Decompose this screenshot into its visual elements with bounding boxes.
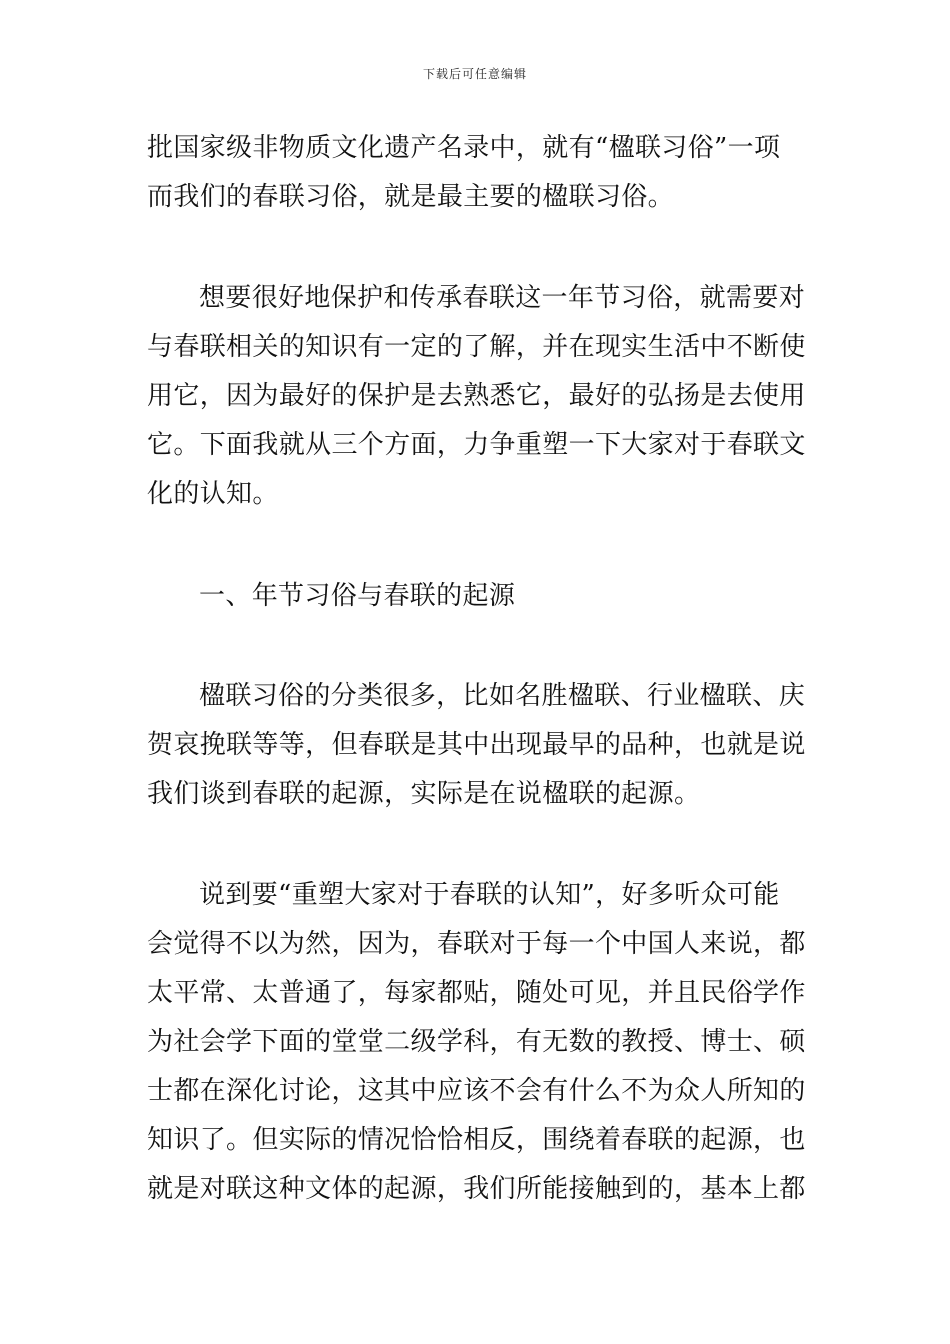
paragraph-3-line-3: 我们谈到春联的起源，实际是在说楹联的起源。 [147,779,701,809]
paragraph-2-line-1: 想要很好地保护和传承春联这一年节习俗，就需要对 [199,283,806,313]
section-heading: 一、年节习俗与春联的起源 [199,581,516,611]
paragraph-4-line-7: 就是对联这种文体的起源，我们所能接触到的，基本上都 [147,1174,806,1204]
paragraph-4-line-2: 会觉得不以为然，因为，春联对于每一个中国人来说，都 [147,929,806,959]
paragraph-1-line-1: 批国家级非物质文化遗产名录中，就有“楹联习俗”一项 [147,133,781,163]
paragraph-4-line-4: 为社会学下面的堂堂二级学科，有无数的教授、博士、硕 [147,1027,806,1057]
paragraph-2-line-5: 化的认知。 [147,479,279,509]
paragraph-2-line-3: 用它，因为最好的保护是去熟悉它，最好的弘扬是去使用 [147,381,806,411]
paragraph-4-line-3: 太平常、太普通了，每家都贴，随处可见，并且民俗学作 [147,978,806,1008]
paragraph-4-line-5: 士都在深化讨论，这其中应该不会有什么不为众人所知的 [147,1076,806,1106]
paragraph-1-line-2: 而我们的春联习俗，就是最主要的楹联习俗。 [147,182,675,212]
page-header-note: 下载后可任意编辑 [422,67,527,81]
paragraph-4-line-1: 说到要“重塑大家对于春联的认知”，好多听众可能 [199,880,780,910]
paragraph-4-line-6: 知识了。但实际的情况恰恰相反，围绕着春联的起源，也 [147,1125,806,1155]
paragraph-2-line-2: 与春联相关的知识有一定的了解，并在现实生活中不断使 [147,332,806,362]
paragraph-2-line-4: 它。下面我就从三个方面，力争重塑一下大家对于春联文 [147,430,806,460]
paragraph-3-line-2: 贺哀挽联等等，但春联是其中出现最早的品种，也就是说 [147,730,806,760]
paragraph-3-line-1: 楹联习俗的分类很多，比如名胜楹联、行业楹联、庆 [199,681,806,711]
